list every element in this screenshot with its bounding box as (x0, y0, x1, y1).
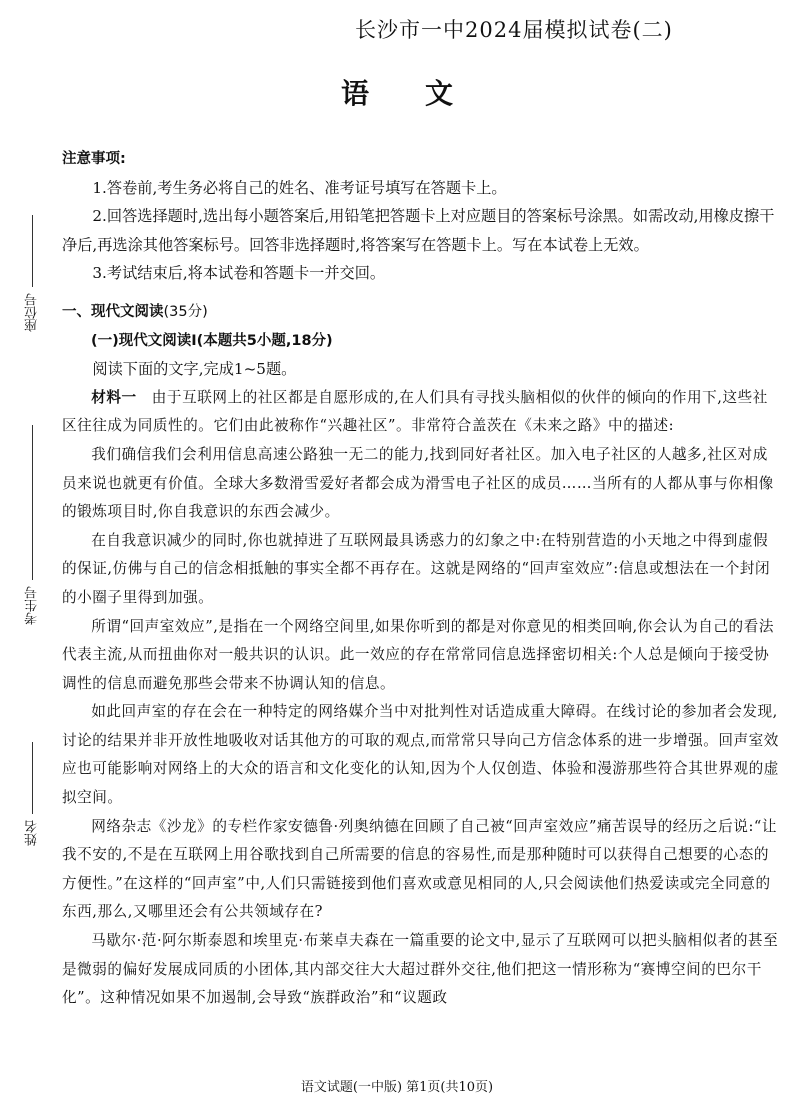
body-paragraph: 如此回声室的存在会在一种特定的网络媒介当中对批判性对话造成重大障碍。在线讨论的参加者会发现,讨论的结果并非开放性地吸收对话其他方的可取的观点,而常常只导向己方信念体系的进一步增强。回声室效应也可能影响对网络上的大众的语言和文化变化的认知,因为个人仅创造、体验和漫游那些符合其世界观的虚拟空间。 (62, 703, 779, 807)
page-footer: 语文试题(一中版) 第1页(共10页) (300, 1080, 494, 1095)
body-paragraph: 我们确信我们会利用信息高速公路独一无二的能力,找到同好者社区。加入电子社区的人越多,社区对成员来说也就更有价值。全球大多数滑雪爱好者都会成为滑雪电子社区的成员……当所有的人都从事与你相像的锻炼项目时,你自我意识的东西会减少。 (62, 445, 774, 521)
seat-number-line (32, 215, 33, 287)
notice-item: 2.回答选择题时,选出每小题答案后,用铅笔把答题卡上对应题目的答案标号涂黑。如需改动,用橡皮擦干净后,再选涂其他答案标号。回答非选择题时,将答案写在答题卡上。写在本试卷上无效。 (62, 207, 775, 254)
seat-number-label: 座位号 (24, 293, 40, 332)
section-score: (35分) (163, 303, 208, 320)
exam-content (62, 145, 782, 1013)
section-heading (62, 298, 782, 327)
seat-number-field (24, 215, 40, 332)
exam-title: 长沙市一中2024届模拟试卷(二) (355, 18, 673, 42)
name-label: 姓名 (24, 820, 40, 846)
notice-item: 3.考试结束后,将本试卷和答题卡一并交回。 (92, 264, 386, 283)
name-line (32, 742, 33, 814)
section-title: 一、现代文阅读 (62, 303, 164, 320)
material-paragraph (62, 384, 782, 441)
body-paragraph: 网络杂志《沙龙》的专栏作家安德鲁·列奥纳德在回顾了自己被“回声室效应”痛苦误导的经历之后说:“让我不安的,不是在互联网上用谷歌找到自己所需要的信息的容易性,而是那种随时可以获得自己想要的心态的方便性。”在这样的“回声室”中,人们只需链接到他们喜欢或意见相同的人,只会阅读他们热爱读或完全同意的东西,那么,又哪里还会有公共领域存在? (62, 817, 778, 921)
notice-heading: 注意事项: (62, 151, 126, 167)
reading-instruction: 阅读下面的文字,完成1~5题。 (92, 360, 297, 379)
material-text: 由于互联网上的社区都是自愿形成的,在人们具有寻找头脑相似的伙伴的倾向的作用下,这些社区往往成为同质性的。它们由此被称作“兴趣社区”。非常符合盖茨在《未来之路》中的描述: (62, 388, 768, 435)
subject-title: 语 文 (340, 77, 453, 110)
material-label: 材料一 (91, 388, 137, 406)
body-paragraph: 在自我意识减少的同时,你也就掉进了互联网最具诱惑力的幻象之中:在特别营造的小天地之中得到虚假的保证,仿佛与自己的信念相抵触的事实全都不再存在。这就是网络的“回声室效应”:信息或想法在一个封闭的小圈子里得到加强。 (62, 531, 771, 606)
exam-number-line (32, 425, 33, 580)
notice-item: 1.答卷前,考生务必将自己的姓名、准考证号填写在答题卡上。 (92, 178, 507, 197)
exam-number-field (24, 425, 40, 625)
exam-number-label: 考生号 (24, 586, 40, 625)
body-paragraph: 所谓“回声室效应”,是指在一个网络空间里,如果你听到的都是对你意见的相类回响,你会认为自己的看法代表主流,从而扭曲你对一般共识的认识。此一效应的存在常常同信息选择密切相关:个人总是倾向于接受协调性的信息而避免那些会带来不协调认知的信息。 (62, 617, 774, 692)
subsection-heading: (一)现代文阅读Ⅰ(本题共5小题,18分) (91, 332, 333, 349)
name-field (24, 742, 40, 846)
body-paragraph: 马歇尔·范·阿尔斯泰恩和埃里克·布莱卓夫森在一篇重要的论文中,显示了互联网可以把头脑相似者的甚至是微弱的偏好发展成同质的小团体,其内部交往大大超过群外交往,他们把这一情形称为“赛博空间的巴尔干化”。这种情况如果不加遏制,会导致“族群政治”和“议题政 (62, 932, 779, 1007)
